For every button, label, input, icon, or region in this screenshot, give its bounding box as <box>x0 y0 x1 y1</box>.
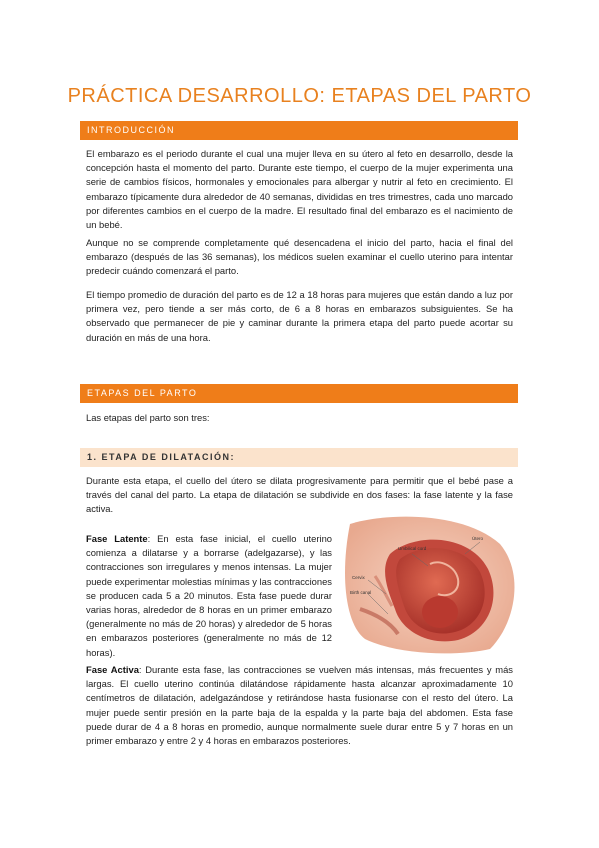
fase-activa-paragraph <box>86 663 513 748</box>
intro-paragraph-3: El tiempo promedio de duración del parto es de 12 a 18 horas para mujeres que están dando a luz por primera vez, pero tiende a ser más corto, de 6 a 8 horas en embarazos subsiguientes. Se ha observado que permanecer de pie y caminar durante la primera etapa del parto puede acortar su duración en más de una hora. <box>86 289 513 343</box>
label-birth-canal: Birth canal <box>350 590 372 595</box>
label-cervix: Cervix <box>352 575 365 580</box>
section-heading-introduccion: INTRODUCCIÓN <box>80 121 518 140</box>
etapas-intro-text: Las etapas del parto son tres: <box>86 412 210 423</box>
section-heading-etapas: ETAPAS DEL PARTO <box>80 384 518 403</box>
intro-paragraph-1: El embarazo es el periodo durante el cual una mujer lleva en su útero al feto en desarrollo, desde la concepción hasta el momento del parto. Durante este tiempo, el cuerpo de la mujer experimenta una serie de cambios físicos, hormonales y emocionales para albergar y nutrir al feto en crecimiento. El embarazo típicamente dura alrededor de 40 semanas, divididas en tres trimestres, cada uno marcado por diferentes cambios en el cuerpo de la madre. El resultado final del embarazo es el nacimiento de un bebé. <box>86 148 513 231</box>
page-title: PRÁCTICA DESARROLLO: ETAPAS DEL PARTO <box>67 85 532 108</box>
fase-latente-text: : En esta fase inicial, el cuello uterino comienza a dilatarse y a borrarse (adelgazarse), y las contracciones son irregulares y menos intensas. La mujer puede experimentar molestias mínimas y las contracciones se producen cada 5 a 20 minutos. Esta fase puede durar varias horas, alrededor de 8 horas en un primer embarazo (generalmente no más de 20 horas) y alrededor de 5 horas en embarazos posteriores (generalmente no más de 12 horas). <box>86 533 332 658</box>
fase-latente-label: Fase Latente <box>86 533 148 544</box>
subsection-heading-dilatacion: 1. ETAPA DE DILATACIÓN: <box>80 448 518 467</box>
dilatacion-paragraph: Durante esta etapa, el cuello del útero se dilata progresivamente para permitir que el bebé pase a través del canal del parto. La etapa de dilatación se subdivide en dos fases: la fase latente y la fase activa. <box>86 475 513 515</box>
fase-activa-text: : Durante esta fase, las contracciones se vuelven más intensas, más frecuentes y más largas. El cuello uterino continúa dilatándose rápidamente hasta alcanzar aproximadamente 10 centímetros de dilatación, adelgazándose y retirándose hasta fusionarse con el resto del útero. La mujer puede sentir presión en la parte baja de la espalda y la parte baja del abdomen. Esta fase puede durar de 4 a 8 horas en promedio, aunque normalmente suele durar entre 5 y 7 horas en un primer embarazo y entre 2 y 4 horas en embarazos posteriores. <box>86 664 513 747</box>
label-umbilical-cord: Umbilical cord <box>398 546 427 551</box>
label-uterus: Útero <box>472 536 484 541</box>
fase-latente-paragraph <box>86 532 332 660</box>
intro-paragraph-2: Aunque no se comprende completamente qué desencadena el inicio del parto, hacia el final del embarazo (después de las 36 semanas), los médicos suelen examinar el cuello uterino para intentar predecir cuándo comenzará el parto. <box>86 237 513 277</box>
uterus-fetus-diagram <box>340 514 518 656</box>
childbirth-illustration <box>340 514 518 656</box>
fase-activa-label: Fase Activa <box>86 664 139 675</box>
